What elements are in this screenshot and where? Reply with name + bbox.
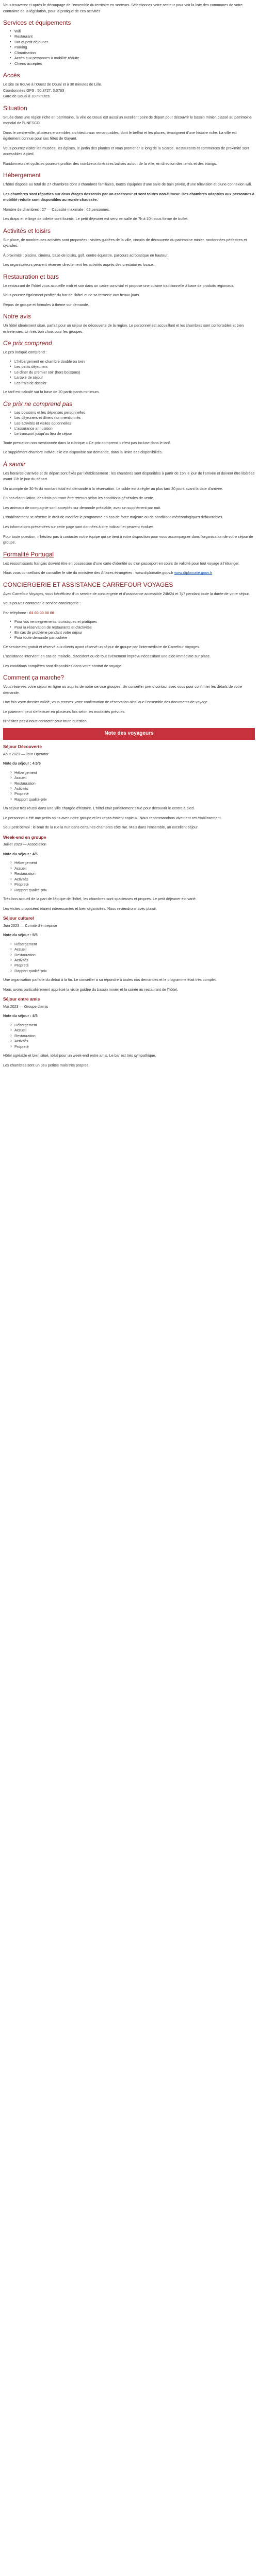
list-item: ○ Hébergement	[10, 941, 37, 946]
situation-paragraph: Vous pourrez visiter les musées, les églises, le jardin des plantes et vous promener le long de la Scarpe. Restaurants et commerces de proximité sont accessibles à pied.	[3, 145, 250, 157]
conciergerie-phone: Par téléphone : 01 00 00 00 00	[3, 610, 54, 615]
notre-avis-paragraph: Un hôtel idéalement situé, parfait pour un séjour de découverte de la région. Le personnel est accueillant et les chambres sont confortables et bien entretenues. Un très bon choix pour les groupes.	[3, 323, 244, 334]
review-paragraph: Très bon accueil de la part de l'équipe de l'hôtel, les chambres sont spacieuses et propres. Le petit déjeuner est varié.	[3, 896, 197, 902]
list-item: ▪ Pour vos renseignements touristiques et pratiques	[10, 619, 97, 624]
list-item: ○ Activités	[10, 1039, 28, 1044]
hebergement-paragraph: Les draps et le linge de toilette sont fournis. Le petit déjeuner est servi en salle de 7h à 10h sous forme de buffet.	[3, 216, 189, 222]
activites-title: Activités et loisirs	[3, 227, 51, 234]
review-criteria	[3, 770, 255, 803]
access-title: Accès	[3, 72, 20, 79]
activites-paragraph: Les organisateurs peuvent réserver directement les activités auprès des prestataires locaux.	[3, 262, 155, 267]
activites-paragraph: Sur place, de nombreuses activités sont proposées : visites guidées de la ville, circuits de découverte du patrimoine minier, randonnées pédestres et cyclistes.	[3, 237, 247, 248]
review-rating: Note du séjour : 5/5	[3, 933, 38, 938]
a-savoir-paragraph: L'établissement se réserve le droit de modifier le programme en cas de force majeure ou de conditions météorologiques défavorables.	[3, 515, 223, 520]
situation-paragraph: Dans le centre-ville, plusieurs ensembles architecturaux remarquables, dont le beffroi et les places, témoignent d'une histoire riche. La ville est également connue pour ses fêtes de Gayant.	[3, 130, 237, 141]
comment-paragraph: N'hésitez pas à nous contacter pour toute question.	[3, 719, 88, 724]
situation-paragraph: Randonneurs et cyclistes pourront profiter des nombreux itinéraires balisés autour de la ville, en direction des terrils et des étangs.	[3, 161, 217, 166]
list-item: ○ Hébergement	[10, 1022, 37, 1027]
list-item: ▪ Restaurant	[10, 34, 33, 39]
conciergerie-paragraph: Vous pouvez contacter le service conciergerie :	[3, 601, 81, 606]
list-item: ○ Propreté	[10, 882, 29, 887]
review-paragraph: Seul petit bémol : le bruit de la rue la nuit dans certaines chambres côté rue. Mais dans l'ensemble, un excellent séjour.	[3, 825, 199, 830]
notre-avis-title: Notre avis	[3, 313, 31, 320]
restauration-paragraph: Repas de groupe et formules à thème sur demande.	[3, 302, 89, 307]
list-item: ▪ Accès aux personnes à mobilité réduite	[10, 56, 79, 61]
list-item: ▪ Parking	[10, 45, 27, 50]
list-item: ▪ Climatisation	[10, 50, 36, 55]
list-item: ○ Restauration	[10, 871, 36, 876]
list-item: ▪ Les frais de dossier	[10, 380, 47, 385]
review-title: Séjour Découverte	[3, 744, 42, 749]
list-item: ○ Propreté	[10, 1044, 29, 1049]
list-item: ▪ Pour toute demande particulière	[10, 635, 68, 640]
ce-prix-title: Ce prix comprend	[3, 340, 52, 347]
review-meta: Aout 2023 — Tour Operator	[3, 751, 49, 756]
services-list	[3, 29, 255, 66]
list-item: ▪ Les déjeuners et dîners non mentionnés	[10, 415, 81, 420]
review-meta: Juillet 2023 — Association	[3, 842, 46, 847]
list-item: ▪ Le dîner du premier soir (hors boissons)	[10, 369, 80, 375]
list-item: ▪ L'assurance annulation	[10, 426, 53, 431]
conciergerie-paragraph: Les conditions complètes sont disponibles dans votre contrat de voyage.	[3, 663, 122, 668]
ne-comprend-paragraph: Toute prestation non mentionnée dans la rubrique « Ce prix comprend » n'est pas incluse dans le tarif.	[3, 440, 171, 445]
ne-comprend-paragraph: Le supplément chambre individuelle est disponible sur demande, dans la limite des disponibilités.	[3, 450, 163, 455]
list-item: ○ Activités	[10, 958, 28, 963]
list-item: ▪ Bar et petit déjeuner	[10, 39, 48, 44]
a-savoir-paragraph: Un acompte de 30 % du montant total est demandé à la réservation. Le solde est à régler au plus tard 30 jours avant la date d'arrivée.	[3, 486, 223, 491]
review-meta: Mai 2023 — Groupe d'amis	[3, 1004, 49, 1009]
comment-paragraph: Une fois votre dossier validé, vous recevez votre confirmation de réservation ainsi que l'ensemble des documents de voyage.	[3, 700, 209, 705]
ce-prix-note: Le tarif est calculé sur la base de 20 participants minimum.	[3, 389, 100, 395]
page-content	[0, 0, 258, 1068]
ne-comprend-list	[3, 410, 255, 437]
list-item: ▪ Le transport jusqu'au lieu de séjour	[10, 431, 72, 436]
list-item: ○ Accueil	[10, 1028, 27, 1033]
review-paragraph: Un séjour très réussi dans une ville chargée d'histoire. L'hôtel était parfaitement situé pour découvrir le centre à pied.	[3, 806, 195, 811]
a-savoir-paragraph: Les informations présentées sur cette page sont données à titre indicatif et peuvent évoluer.	[3, 524, 154, 529]
notes-header: Note des voyageurs	[3, 728, 255, 740]
review-meta: Juin 2023 — Comité d'entreprise	[3, 923, 57, 928]
review-paragraph: Hôtel agréable et bien situé, idéal pour un week-end entre amis. Le bar est très sympathique.	[3, 1053, 156, 1058]
review-title: Week-end en groupe	[3, 834, 46, 840]
list-item: ▪ Les boissons et les dépenses personnelles	[10, 410, 86, 415]
conciergerie-paragraph: Avec Carrefour Voyages, vous bénéficiez d'un service de conciergerie et d'assistance accessible 24h/24 et 7j/7 pendant toute la durée de votre séjour.	[3, 591, 250, 596]
list-item: ○ Activités	[10, 786, 28, 791]
review-criteria	[3, 860, 255, 893]
ce-prix-list	[3, 359, 255, 386]
services-title: Services et équipements	[3, 19, 71, 27]
list-item: ○ Restauration	[10, 781, 36, 786]
list-item: ○ Hébergement	[10, 770, 37, 775]
list-item: ○ Restauration	[10, 1033, 36, 1038]
review-paragraph: Une organisation parfaite du début à la fin. Le conseiller a su répondre à toutes nos demandes et le programme était très complet.	[3, 977, 217, 982]
intro-paragraph: Vous trouverez ci-après le découpage de l'ensemble du territoire en secteurs. Sélectionnez votre secteur pour voir la liste des communes de votre contrainte de la législation, pour la pratique de ces activités	[3, 3, 243, 13]
ne-comprend-title: Ce prix ne comprend pas	[3, 400, 73, 408]
list-item: ▪ Les activités et visites optionnelles	[10, 420, 71, 426]
review-title: Séjour culturel	[3, 916, 34, 921]
list-item: ○ Hébergement	[10, 860, 37, 866]
a-savoir-paragraph: En cas d'annulation, des frais pourront être retenus selon les conditions générales de vente.	[3, 496, 154, 501]
list-item: ○ Rapport qualité-prix	[10, 887, 47, 892]
a-savoir-paragraph: Pour toute question, n'hésitez pas à contacter notre équipe qui se tient à votre disposition pour vous accompagner dans l'organisation de votre séjour de groupe.	[3, 534, 253, 545]
formalite-title: Formalité Portugal	[3, 550, 54, 558]
hebergement-paragraph: Nombre de chambres : 27 — Capacité maximale : 62 personnes.	[3, 207, 110, 212]
review-criteria	[3, 1023, 255, 1049]
list-item: ○ Accueil	[10, 947, 27, 952]
review-rating: Note du séjour : 4/5	[3, 1013, 38, 1019]
review-paragraph: Les chambres sont un peu petites mais très propres.	[3, 1062, 90, 1067]
list-item: ▪ En cas de problème pendant votre séjour	[10, 630, 83, 635]
review-criteria	[3, 942, 255, 974]
restauration-paragraph: Vous pourrez également profiter du bar de l'hôtel et de sa terrasse aux beaux jours.	[3, 293, 140, 298]
phone-number[interactable]: 01 00 00 00 00	[29, 610, 54, 615]
review-block	[3, 834, 255, 911]
comment-paragraph: Le paiement peut s'effectuer en plusieurs fois selon les modalités prévues.	[3, 709, 125, 714]
a-savoir-paragraph: Les animaux de compagnie sont acceptés sur demande préalable, avec un supplément par nuit.	[3, 505, 162, 510]
activites-paragraph: À proximité : piscine, cinéma, base de loisirs, golf, centre équestre, parcours acrobatique en hauteur.	[3, 252, 169, 258]
list-item: ○ Accueil	[10, 866, 27, 871]
hebergement-paragraph: L'hôtel dispose au total de 27 chambres dont 3 chambres familiales, toutes équipées d'une salle de bain privée, d'une télévision et d'une connexion wifi.	[3, 182, 252, 187]
list-item: ○ Rapport qualité-prix	[10, 796, 47, 802]
diplomatie-link[interactable]: www.diplomatie.gouv.fr	[174, 570, 213, 575]
conciergerie-paragraph: L'assistance intervient en cas de maladie, d'accident ou de tout événement imprévu nécessitant une aide immédiate sur place.	[3, 654, 211, 659]
formalite-paragraph: Les ressortissants français doivent être en possession d'une carte d'identité ou d'un passeport en cours de validité pour tout voyage à l'étranger.	[3, 561, 240, 566]
comment-paragraph: Vous réservez votre séjour en ligne ou auprès de notre service groupes. Un conseiller prend contact avec vous pour confirmer les détails de votre demande.	[3, 684, 243, 695]
access-paragraph: Le site se trouve à l'Ouest de Douai et à 30 minutes de Lille. Coordonnées GPS : 50.3727, 3.0763 Gare de Douai à 10 minutes.	[3, 82, 102, 99]
review-paragraph: Nous avons particulièrement apprécié la visite guidée du bassin minier et la soirée au restaurant de l'hôtel.	[3, 987, 178, 992]
a-savoir-paragraph: Les horaires d'arrivée et de départ sont fixés par l'établissement : les chambres sont disponibles à partir de 15h le jour de l'arrivée et doivent être libérées avant 11h le jour du départ.	[3, 470, 255, 482]
formalite-paragraph: Nous vous conseillons de consulter le site du ministère des Affaires étrangères : www.diplomatie.gouv.fr www.diplomatie.gouv.fr	[3, 570, 213, 575]
review-rating: Note du séjour : 4/5	[3, 851, 38, 856]
hebergement-title: Hébergement	[3, 172, 41, 179]
list-item: ○ Activités	[10, 876, 28, 882]
list-item: ▪ Wifi	[10, 29, 21, 34]
conciergerie-list	[3, 619, 255, 641]
list-item: ○ Rapport qualité-prix	[10, 968, 47, 973]
list-item: ○ Propreté	[10, 963, 29, 968]
conciergerie-title: CONCIERGERIE ET ASSISTANCE CARREFOUR VOYAGES	[3, 581, 173, 588]
list-item: ○ Accueil	[10, 775, 27, 781]
comment-title: Comment ça marche?	[3, 674, 64, 682]
review-title: Séjour entre amis	[3, 996, 40, 1002]
restauration-paragraph: Le restaurant de l'hôtel vous accueille midi et soir dans un cadre convivial et propose une cuisine traditionnelle à base de produits régionaux.	[3, 283, 234, 288]
a-savoir-title: À savoir	[3, 460, 26, 468]
list-item: ▪ Chiens acceptés	[10, 61, 42, 66]
list-item: ▪ La taxe de séjour	[10, 375, 43, 380]
conciergerie-paragraph: Ce service est gratuit et réservé aux clients ayant réservé un séjour de groupe par l'intermédiaire de Carrefour Voyages.	[3, 644, 200, 649]
review-block	[3, 743, 255, 831]
ce-prix-intro: Le prix indiqué comprend :	[3, 350, 47, 355]
list-item: ○ Propreté	[10, 791, 29, 796]
review-block	[3, 915, 255, 992]
list-item: ▪ Pour la réservation de restaurants et d'activités	[10, 624, 92, 630]
review-block	[3, 996, 255, 1068]
list-item: ▪ L'hébergement en chambre double ou twin	[10, 359, 85, 364]
review-rating: Note du séjour : 4.5/5	[3, 761, 41, 766]
list-item: ▪ Les petits déjeuners	[10, 364, 48, 369]
hebergement-paragraph: Les chambres sont réparties sur deux étages desservis par un ascenseur et sont toutes non-fumeur. Des chambres adaptées aux personnes à mobilité réduite sont disponibles au rez-de-chaussée.	[3, 191, 254, 202]
restauration-title: Restauration et bars	[3, 273, 59, 280]
list-item: ○ Restauration	[10, 952, 36, 957]
situation-title: Situation	[3, 104, 27, 112]
review-paragraph: Le personnel a été aux petits soins avec notre groupe et les repas étaient copieux. Nous recommandons vivement cet établissement.	[3, 815, 222, 820]
review-paragraph: Les visites proposées étaient intéressantes et bien organisées. Nous reviendrons avec plaisir.	[3, 906, 157, 911]
situation-paragraph: Située dans une région riche en patrimoine, la ville de Douai est aussi un excellent point de départ pour découvrir le bassin minier, classé au patrimoine mondial de l'UNESCO.	[3, 114, 252, 126]
